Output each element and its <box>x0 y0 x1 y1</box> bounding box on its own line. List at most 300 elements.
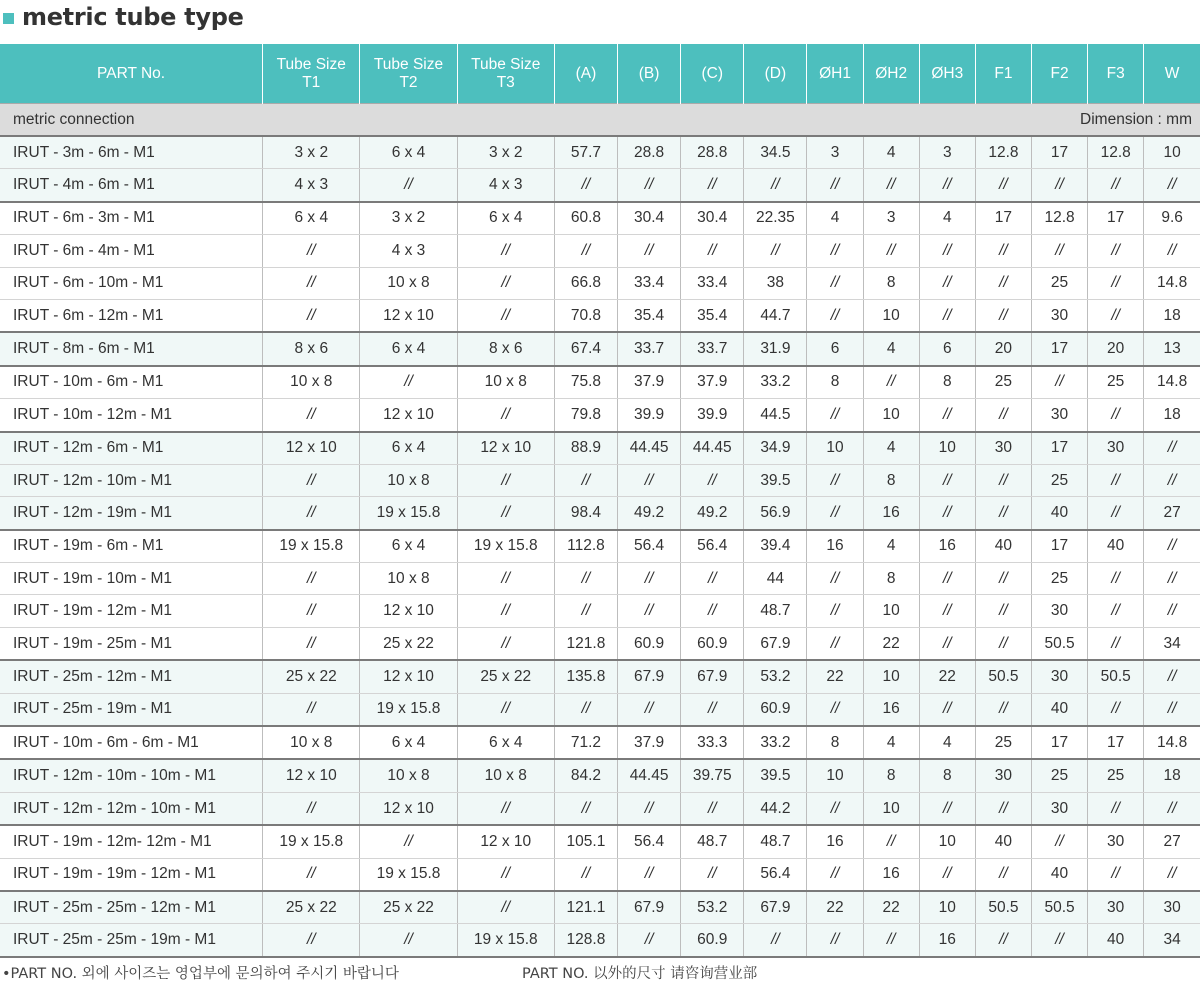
table-cell: // <box>1088 399 1144 432</box>
table-cell: 4 <box>863 432 919 465</box>
part-number-cell: IRUT - 25m - 25m - 12m - M1 <box>0 891 263 924</box>
table-cell: // <box>807 924 863 957</box>
table-cell: 25 <box>975 726 1031 759</box>
table-cell: 71.2 <box>554 726 617 759</box>
column-header-line: Tube Size <box>471 55 541 73</box>
table-cell: 30 <box>1088 432 1144 465</box>
table-cell: // <box>1031 366 1087 399</box>
table-cell: 37.9 <box>618 366 681 399</box>
dimension-unit-label: Dimension : mm <box>1080 111 1192 128</box>
part-number-cell: IRUT - 10m - 12m - M1 <box>0 399 263 432</box>
table-cell: // <box>975 693 1031 726</box>
table-cell: 8 x 6 <box>263 332 360 365</box>
table-cell: // <box>1144 464 1200 496</box>
table-cell: 19 x 15.8 <box>263 825 360 858</box>
table-cell: // <box>263 299 360 332</box>
table-cell: 16 <box>863 858 919 891</box>
column-header: ØH2 <box>863 44 919 104</box>
table-cell: 4 x 3 <box>360 235 457 267</box>
column-header: ØH1 <box>807 44 863 104</box>
table-cell: // <box>807 563 863 595</box>
table-cell: 84.2 <box>554 759 617 792</box>
table-cell: // <box>863 366 919 399</box>
part-number-cell: IRUT - 19m - 12m - M1 <box>0 595 263 627</box>
table-cell: // <box>618 563 681 595</box>
table-cell: // <box>919 563 975 595</box>
part-number-cell: IRUT - 19m - 6m - M1 <box>0 530 263 563</box>
table-cell: 135.8 <box>554 660 617 693</box>
table-cell: 3 x 2 <box>457 136 554 169</box>
table-cell: 44.2 <box>744 792 807 825</box>
table-cell: 18 <box>1144 399 1200 432</box>
table-cell: // <box>975 169 1031 202</box>
table-cell: 12 x 10 <box>360 299 457 332</box>
table-cell: 19 x 15.8 <box>457 530 554 563</box>
table-cell: 17 <box>975 202 1031 235</box>
table-cell: // <box>457 891 554 924</box>
table-cell: 25 x 22 <box>263 891 360 924</box>
table-cell: // <box>863 924 919 957</box>
table-cell: 8 <box>863 563 919 595</box>
table-cell: 12.8 <box>1088 136 1144 169</box>
table-body <box>0 104 1200 957</box>
table-cell: 60.9 <box>744 693 807 726</box>
table-header <box>0 44 1200 104</box>
table-cell: // <box>807 399 863 432</box>
table-cell: 40 <box>975 530 1031 563</box>
table-cell: // <box>681 858 744 891</box>
table-cell: // <box>618 464 681 496</box>
table-cell: 16 <box>807 825 863 858</box>
table-cell: 10 <box>863 299 919 332</box>
table-cell: // <box>681 563 744 595</box>
table-cell: 13 <box>1144 332 1200 365</box>
table-cell: 12 x 10 <box>360 399 457 432</box>
table-cell: 6 x 4 <box>360 332 457 365</box>
table-cell: 10 <box>807 432 863 465</box>
table-row <box>0 299 1200 332</box>
table-cell: 48.7 <box>744 595 807 627</box>
part-number-cell: IRUT - 19m - 19m - 12m - M1 <box>0 858 263 891</box>
table-cell: // <box>1088 858 1144 891</box>
table-cell: 128.8 <box>554 924 617 957</box>
table-cell: // <box>975 267 1031 299</box>
table-row <box>0 858 1200 891</box>
table-row <box>0 759 1200 792</box>
table-row <box>0 235 1200 267</box>
table-cell: // <box>1144 693 1200 726</box>
table-cell: // <box>457 464 554 496</box>
column-header: (B) <box>618 44 681 104</box>
column-header <box>360 44 457 104</box>
table-cell: 8 <box>807 726 863 759</box>
table-cell: // <box>681 595 744 627</box>
part-number-cell: IRUT - 10m - 6m - 6m - M1 <box>0 726 263 759</box>
table-cell: 3 <box>919 136 975 169</box>
column-header <box>263 44 360 104</box>
table-cell: // <box>975 299 1031 332</box>
column-header <box>457 44 554 104</box>
table-cell: 28.8 <box>681 136 744 169</box>
table-cell: 49.2 <box>618 497 681 530</box>
table-cell: // <box>457 627 554 660</box>
table-cell: 22 <box>863 627 919 660</box>
table-cell: 28.8 <box>618 136 681 169</box>
table-cell: 60.8 <box>554 202 617 235</box>
table-cell: // <box>618 169 681 202</box>
table-cell: 30 <box>975 759 1031 792</box>
table-cell: 33.4 <box>618 267 681 299</box>
table-cell: 57.7 <box>554 136 617 169</box>
spec-table <box>0 44 1200 958</box>
table-cell: 39.5 <box>744 759 807 792</box>
table-cell: 34.9 <box>744 432 807 465</box>
table-cell: 22 <box>807 660 863 693</box>
table-cell: 33.3 <box>681 726 744 759</box>
table-cell: // <box>744 924 807 957</box>
table-cell: 10 <box>863 595 919 627</box>
table-cell: 27 <box>1144 497 1200 530</box>
table-cell: 33.2 <box>744 726 807 759</box>
table-cell: // <box>681 464 744 496</box>
table-cell: // <box>457 595 554 627</box>
table-cell: 30 <box>1031 399 1087 432</box>
table-cell: // <box>807 497 863 530</box>
title-bar <box>0 0 1200 44</box>
table-cell: 39.4 <box>744 530 807 563</box>
table-cell: 6 <box>919 332 975 365</box>
table-cell: // <box>919 464 975 496</box>
table-cell: // <box>1031 169 1087 202</box>
table-cell: 88.9 <box>554 432 617 465</box>
table-cell: // <box>554 235 617 267</box>
table-cell: 40 <box>1031 858 1087 891</box>
table-cell: // <box>919 169 975 202</box>
table-cell: // <box>618 595 681 627</box>
table-cell: // <box>1031 235 1087 267</box>
table-cell: 16 <box>919 924 975 957</box>
table-cell: 67.9 <box>681 660 744 693</box>
table-cell: 44.45 <box>618 432 681 465</box>
table-cell: 25 <box>975 366 1031 399</box>
table-row <box>0 267 1200 299</box>
table-cell: 4 <box>863 726 919 759</box>
table-cell: // <box>263 464 360 496</box>
table-row <box>0 595 1200 627</box>
table-cell: 10 <box>863 399 919 432</box>
table-cell: 34.5 <box>744 136 807 169</box>
table-cell: 17 <box>1088 202 1144 235</box>
table-cell: // <box>618 792 681 825</box>
table-cell: 3 x 2 <box>263 136 360 169</box>
table-cell: 30 <box>1031 792 1087 825</box>
table-cell: 67.9 <box>618 891 681 924</box>
table-cell: 12 x 10 <box>263 432 360 465</box>
table-cell: 33.4 <box>681 267 744 299</box>
table-cell: 14.8 <box>1144 366 1200 399</box>
table-cell: 70.8 <box>554 299 617 332</box>
table-cell: 67.9 <box>744 627 807 660</box>
table-cell: 22 <box>919 660 975 693</box>
table-cell: 39.75 <box>681 759 744 792</box>
table-cell: // <box>975 399 1031 432</box>
part-number-cell: IRUT - 6m - 4m - M1 <box>0 235 263 267</box>
table-cell: 60.9 <box>618 627 681 660</box>
table-cell: 112.8 <box>554 530 617 563</box>
table-row <box>0 792 1200 825</box>
part-number-cell: IRUT - 19m - 25m - M1 <box>0 627 263 660</box>
table-cell: // <box>919 693 975 726</box>
part-number-cell: IRUT - 25m - 25m - 19m - M1 <box>0 924 263 957</box>
table-cell: // <box>681 169 744 202</box>
table-cell: 6 x 4 <box>360 530 457 563</box>
table-cell: 17 <box>1031 136 1087 169</box>
table-cell: 8 <box>807 366 863 399</box>
table-cell: 12 x 10 <box>457 825 554 858</box>
table-cell: 10 x 8 <box>360 267 457 299</box>
table-cell: 33.7 <box>681 332 744 365</box>
page-title: metric tube type <box>22 3 244 31</box>
table-cell: 19 x 15.8 <box>457 924 554 957</box>
table-cell: // <box>618 693 681 726</box>
table-cell: // <box>1144 563 1200 595</box>
table-cell: 10 <box>919 825 975 858</box>
table-cell: // <box>1088 693 1144 726</box>
column-header: ØH3 <box>919 44 975 104</box>
table-cell: 12 x 10 <box>457 432 554 465</box>
table-cell: // <box>554 595 617 627</box>
table-cell: 10 x 8 <box>360 464 457 496</box>
table-cell: 3 x 2 <box>360 202 457 235</box>
table-cell: 30 <box>1031 299 1087 332</box>
table-cell: 50.5 <box>1031 627 1087 660</box>
table-cell: // <box>360 825 457 858</box>
table-cell: 16 <box>863 497 919 530</box>
part-number-cell: IRUT - 6m - 10m - M1 <box>0 267 263 299</box>
table-cell: // <box>863 169 919 202</box>
table-cell: 25 <box>1031 759 1087 792</box>
column-header-line: Tube Size <box>373 55 444 73</box>
part-number-cell: IRUT - 25m - 12m - M1 <box>0 660 263 693</box>
table-cell: 4 <box>863 332 919 365</box>
table-cell: // <box>263 595 360 627</box>
table-row <box>0 563 1200 595</box>
section-cell <box>0 104 1200 137</box>
table-cell: 8 x 6 <box>457 332 554 365</box>
table-cell: // <box>807 464 863 496</box>
table-cell: // <box>919 595 975 627</box>
table-cell: // <box>360 366 457 399</box>
table-cell: 17 <box>1031 530 1087 563</box>
table-cell: 16 <box>863 693 919 726</box>
table-row <box>0 399 1200 432</box>
part-number-cell: IRUT - 12m - 10m - M1 <box>0 464 263 496</box>
table-row <box>0 366 1200 399</box>
table-cell: 12 x 10 <box>263 759 360 792</box>
column-header: W <box>1144 44 1200 104</box>
table-row <box>0 627 1200 660</box>
table-cell: 25 x 22 <box>457 660 554 693</box>
table-cell: // <box>975 595 1031 627</box>
column-header: F3 <box>1088 44 1144 104</box>
table-cell: 12 x 10 <box>360 660 457 693</box>
table-row <box>0 825 1200 858</box>
table-cell: 44 <box>744 563 807 595</box>
table-cell: // <box>263 497 360 530</box>
table-cell: // <box>457 299 554 332</box>
table-cell: 30 <box>1031 660 1087 693</box>
table-row <box>0 464 1200 496</box>
table-cell: 34 <box>1144 627 1200 660</box>
table-row <box>0 332 1200 365</box>
table-cell: 44.7 <box>744 299 807 332</box>
table-cell: 10 <box>863 660 919 693</box>
table-cell: 25 <box>1088 366 1144 399</box>
table-cell: // <box>807 693 863 726</box>
part-number-cell: IRUT - 12m - 12m - 10m - M1 <box>0 792 263 825</box>
column-header: (D) <box>744 44 807 104</box>
table-cell: 16 <box>919 530 975 563</box>
table-cell: // <box>457 235 554 267</box>
table-cell: 17 <box>1031 332 1087 365</box>
table-cell: // <box>975 627 1031 660</box>
footer-note-chinese: PART NO. 以外的尺寸 请咨询营业部 <box>522 966 758 982</box>
part-number-cell: IRUT - 19m - 10m - M1 <box>0 563 263 595</box>
table-cell: // <box>554 464 617 496</box>
table-cell: 14.8 <box>1144 267 1200 299</box>
part-number-cell: IRUT - 12m - 10m - 10m - M1 <box>0 759 263 792</box>
table-cell: // <box>360 169 457 202</box>
column-header: PART No. <box>0 44 263 104</box>
table-cell: 44.45 <box>681 432 744 465</box>
table-cell: 25 <box>1031 267 1087 299</box>
table-cell: // <box>1031 825 1087 858</box>
table-cell: 30 <box>1088 825 1144 858</box>
table-cell: 44.5 <box>744 399 807 432</box>
table-cell: // <box>975 464 1031 496</box>
table-cell: 121.8 <box>554 627 617 660</box>
table-row <box>0 693 1200 726</box>
table-cell: 25 <box>1031 563 1087 595</box>
column-header-line: T2 <box>399 73 418 91</box>
table-cell: // <box>1088 235 1144 267</box>
table-cell: // <box>1031 924 1087 957</box>
table-cell: // <box>681 792 744 825</box>
table-cell: // <box>1088 299 1144 332</box>
table-cell: 30 <box>1144 891 1200 924</box>
table-cell: // <box>1144 432 1200 465</box>
table-cell: 19 x 15.8 <box>360 497 457 530</box>
part-number-cell: IRUT - 10m - 6m - M1 <box>0 366 263 399</box>
table-cell: // <box>263 792 360 825</box>
table-cell: 48.7 <box>681 825 744 858</box>
table-cell: // <box>681 235 744 267</box>
table-cell: // <box>1144 235 1200 267</box>
table-cell: 39.9 <box>618 399 681 432</box>
table-cell: // <box>618 858 681 891</box>
table-cell: 56.4 <box>681 530 744 563</box>
table-cell: // <box>919 399 975 432</box>
table-cell: // <box>1088 497 1144 530</box>
table-cell: // <box>263 563 360 595</box>
table-cell: 14.8 <box>1144 726 1200 759</box>
table-cell: // <box>1144 530 1200 563</box>
part-number-cell: IRUT - 12m - 19m - M1 <box>0 497 263 530</box>
column-header: F1 <box>975 44 1031 104</box>
table-cell: // <box>919 267 975 299</box>
table-cell: 35.4 <box>618 299 681 332</box>
table-cell: // <box>863 235 919 267</box>
table-cell: // <box>807 299 863 332</box>
table-cell: // <box>744 235 807 267</box>
part-number-cell: IRUT - 19m - 12m- 12m - M1 <box>0 825 263 858</box>
table-row <box>0 202 1200 235</box>
table-cell: // <box>1088 792 1144 825</box>
table-cell: 49.2 <box>681 497 744 530</box>
table-cell: // <box>807 267 863 299</box>
table-cell: 25 x 22 <box>263 660 360 693</box>
part-number-cell: IRUT - 6m - 3m - M1 <box>0 202 263 235</box>
table-cell: 10 x 8 <box>360 759 457 792</box>
table-cell: 8 <box>863 759 919 792</box>
table-cell: // <box>457 858 554 891</box>
table-cell: // <box>554 858 617 891</box>
table-cell: 10 <box>807 759 863 792</box>
table-cell: 34 <box>1144 924 1200 957</box>
section-label: metric connection <box>13 111 135 128</box>
table-cell: // <box>1088 267 1144 299</box>
table-row <box>0 432 1200 465</box>
table-cell: 19 x 15.8 <box>360 693 457 726</box>
column-header-line: T3 <box>496 73 515 91</box>
table-cell: 25 x 22 <box>360 627 457 660</box>
table-cell: 6 <box>807 332 863 365</box>
table-cell: // <box>360 924 457 957</box>
table-cell: 4 <box>863 530 919 563</box>
table-cell: 56.4 <box>618 825 681 858</box>
table-cell: 31.9 <box>744 332 807 365</box>
table-row <box>0 726 1200 759</box>
table-cell: 10 <box>919 891 975 924</box>
table-cell: 10 x 8 <box>263 726 360 759</box>
table-cell: 40 <box>1031 693 1087 726</box>
table-cell: 6 x 4 <box>457 202 554 235</box>
table-cell: 30.4 <box>681 202 744 235</box>
table-cell: // <box>1088 563 1144 595</box>
table-cell: 44.45 <box>618 759 681 792</box>
part-number-cell: IRUT - 8m - 6m - M1 <box>0 332 263 365</box>
part-number-cell: IRUT - 3m - 6m - M1 <box>0 136 263 169</box>
table-cell: // <box>807 169 863 202</box>
table-cell: 53.2 <box>681 891 744 924</box>
table-row <box>0 497 1200 530</box>
table-cell: // <box>457 792 554 825</box>
table-cell: // <box>618 924 681 957</box>
table-cell: 37.9 <box>618 726 681 759</box>
table-cell: // <box>807 595 863 627</box>
table-cell: 79.8 <box>554 399 617 432</box>
table-cell: 10 x 8 <box>457 759 554 792</box>
table-cell: // <box>554 169 617 202</box>
table-cell: // <box>744 169 807 202</box>
table-cell: // <box>457 693 554 726</box>
table-cell: // <box>457 399 554 432</box>
table-cell: 30 <box>975 432 1031 465</box>
table-cell: // <box>975 563 1031 595</box>
table-cell: 6 x 4 <box>360 432 457 465</box>
table-cell: // <box>263 693 360 726</box>
column-header-line: T1 <box>302 73 321 91</box>
